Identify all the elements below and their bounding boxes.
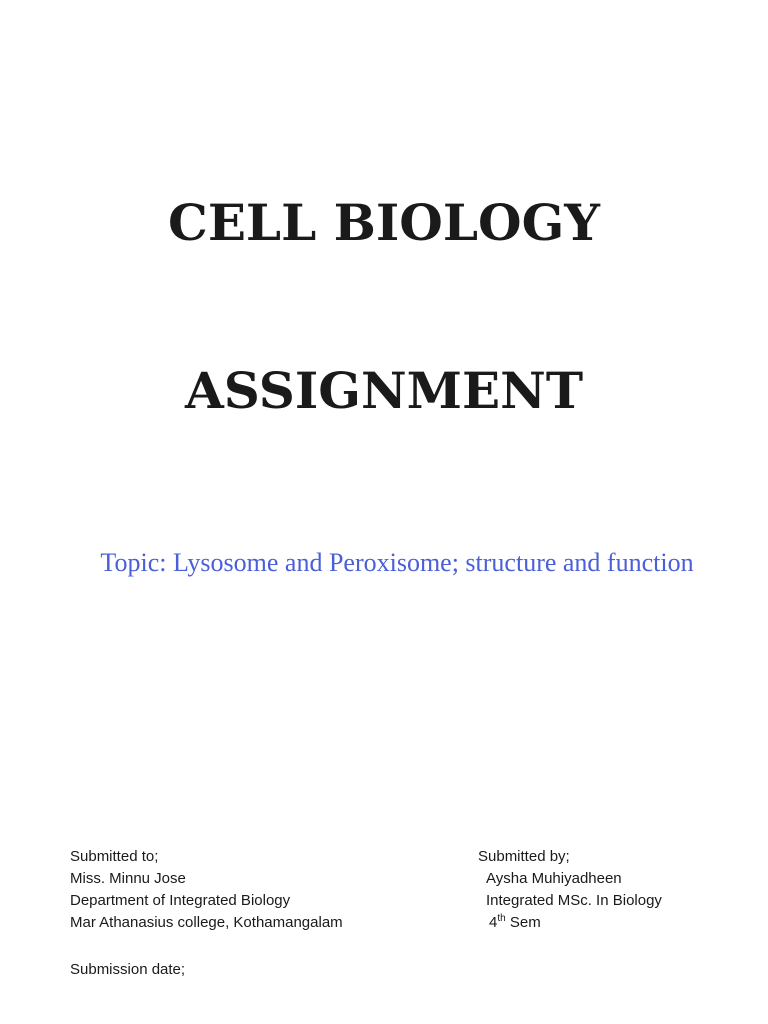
submitted-by-block — [478, 846, 738, 936]
submitted-to-department: Department of Integrated Biology — [70, 892, 291, 909]
topic-text: Topic: Lysosome and Peroxisome; structure and function — [100, 548, 694, 577]
submitted-to-heading: Submitted to; — [70, 848, 159, 865]
semester-number: 4 — [489, 914, 498, 931]
submitted-to-college: Mar Athanasius college, Kothamangalam — [70, 914, 343, 931]
submitted-to-block — [70, 846, 430, 934]
submitted-by-heading: Submitted by; — [478, 848, 570, 865]
submitted-by-semester — [478, 912, 738, 936]
semester-label: Sem — [505, 914, 541, 931]
submitted-by-program: Integrated MSc. In Biology — [486, 892, 662, 909]
title-line-2: ASSIGNMENT — [184, 361, 584, 420]
title-line-1: CELL BIOLOGY — [168, 193, 600, 252]
submission-date: Submission date; — [70, 961, 186, 978]
submitted-to-name: Miss. Minnu Jose — [70, 870, 186, 887]
semester-suffix: th — [497, 913, 506, 924]
submitted-by-name: Aysha Muhiyadheen — [486, 870, 622, 887]
